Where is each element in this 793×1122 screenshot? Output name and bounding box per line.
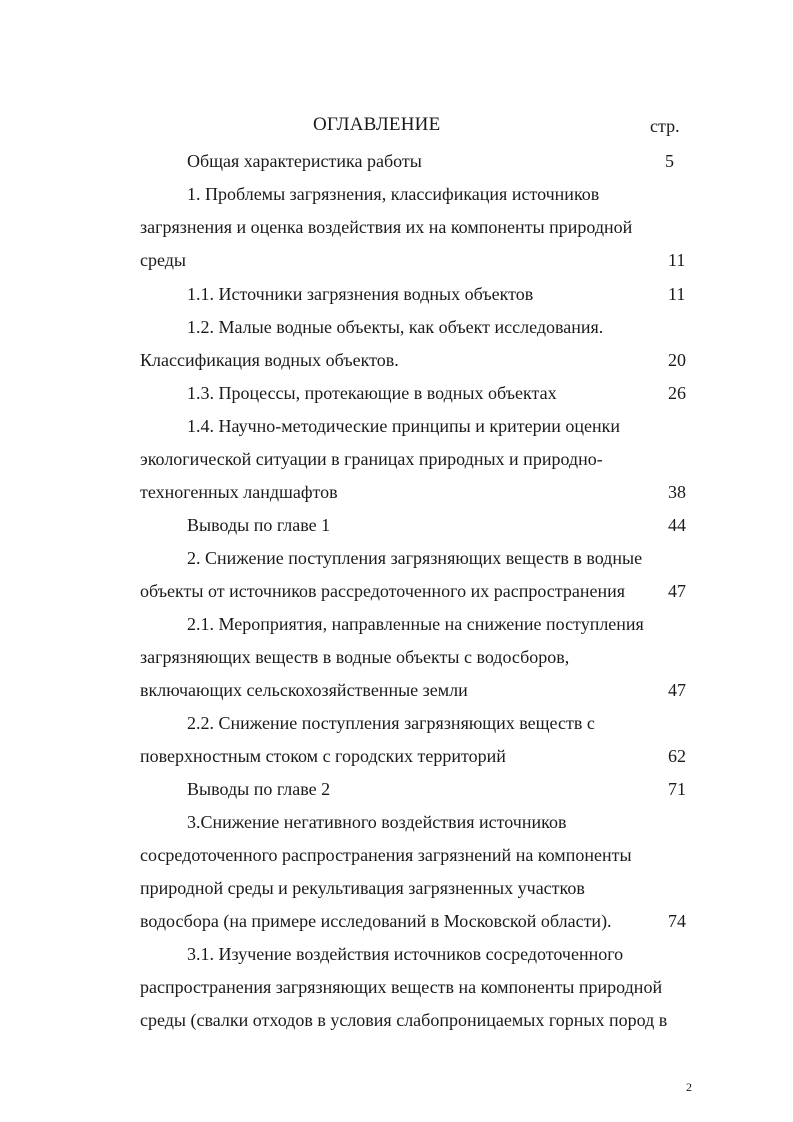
toc-line-text: 1. Проблемы загрязнения, классификация источников (187, 184, 600, 204)
page-number: 2 (686, 1080, 692, 1094)
toc-line-text: 2.2. Снижение поступления загрязняющих веществ с (187, 713, 595, 733)
toc-line-text: 2.1. Мероприятия, направленные на снижение поступления (187, 614, 644, 634)
toc-line-text: Общая характеристика работы (187, 151, 422, 171)
toc-line-text: среды (свалки отходов в условия слабопроницаемых горных пород в (140, 1010, 668, 1030)
toc-line-text: Выводы по главе 2 (187, 779, 331, 799)
toc-line-page-number: 38 (668, 482, 686, 502)
page-column-label: стр. (650, 116, 680, 136)
toc-line-text: 1.3. Процессы, протекающие в водных объектах (187, 383, 557, 403)
toc-line-page-number: 62 (668, 746, 686, 766)
toc-line-text: объекты от источников рассредоточенного их распространения (140, 581, 626, 601)
toc-line-page-number: 47 (668, 581, 686, 601)
toc-line-text: 1.4. Научно-методические принципы и критерии оценки (187, 416, 621, 436)
toc-line-text: распространения загрязняющих веществ на компоненты природной (140, 977, 663, 997)
toc-line-page-number: 11 (668, 284, 686, 304)
toc-line-page-number: 47 (668, 680, 686, 700)
toc-line-text: водосбора (на примере исследований в Московской области). (140, 911, 612, 931)
toc-line-text: 3.Снижение негативного воздействия источников (187, 812, 567, 832)
toc-line-text: включающих сельскохозяйственные земли (140, 680, 468, 700)
toc-line-page-number: 44 (668, 515, 686, 535)
toc-line-text: сосредоточенного распространения загрязнений на компоненты (140, 845, 632, 865)
toc-line-text: техногенных ландшафтов (140, 482, 338, 502)
toc-line-page-number: 20 (668, 350, 686, 370)
toc-line-text: 2. Снижение поступления загрязняющих веществ в водные (187, 548, 643, 568)
toc-line-text: загрязнения и оценка воздействия их на компоненты природной (140, 217, 633, 237)
toc-line-text: 1.1. Источники загрязнения водных объектов (187, 284, 534, 304)
toc-line-text: 1.2. Малые водные объекты, как объект исследования. (187, 317, 604, 337)
toc-line-text: Выводы по главе 1 (187, 515, 331, 535)
toc-line-page-number: 11 (668, 250, 686, 270)
toc-line-text: Классификация водных объектов. (140, 350, 399, 370)
toc-line-page-number: 26 (668, 383, 686, 403)
toc-line-page-number: 74 (668, 911, 686, 931)
toc-line-page-number: 71 (668, 779, 686, 799)
toc-line-text: загрязняющих веществ в водные объекты с водосборов, (140, 647, 570, 667)
toc-line-text: природной среды и рекультивация загрязненных участков (140, 878, 585, 898)
toc-line-text: поверхностным стоком с городских территорий (140, 746, 506, 766)
toc-line-page-number: 5 (665, 151, 674, 171)
toc-line-text: 3.1. Изучение воздействия источников сосредоточенного (187, 944, 624, 964)
toc-title: ОГЛАВЛЕНИЕ (313, 114, 441, 135)
toc-line-text: среды (140, 250, 186, 270)
toc-line-text: экологической ситуации в границах природных и природно- (140, 449, 603, 469)
